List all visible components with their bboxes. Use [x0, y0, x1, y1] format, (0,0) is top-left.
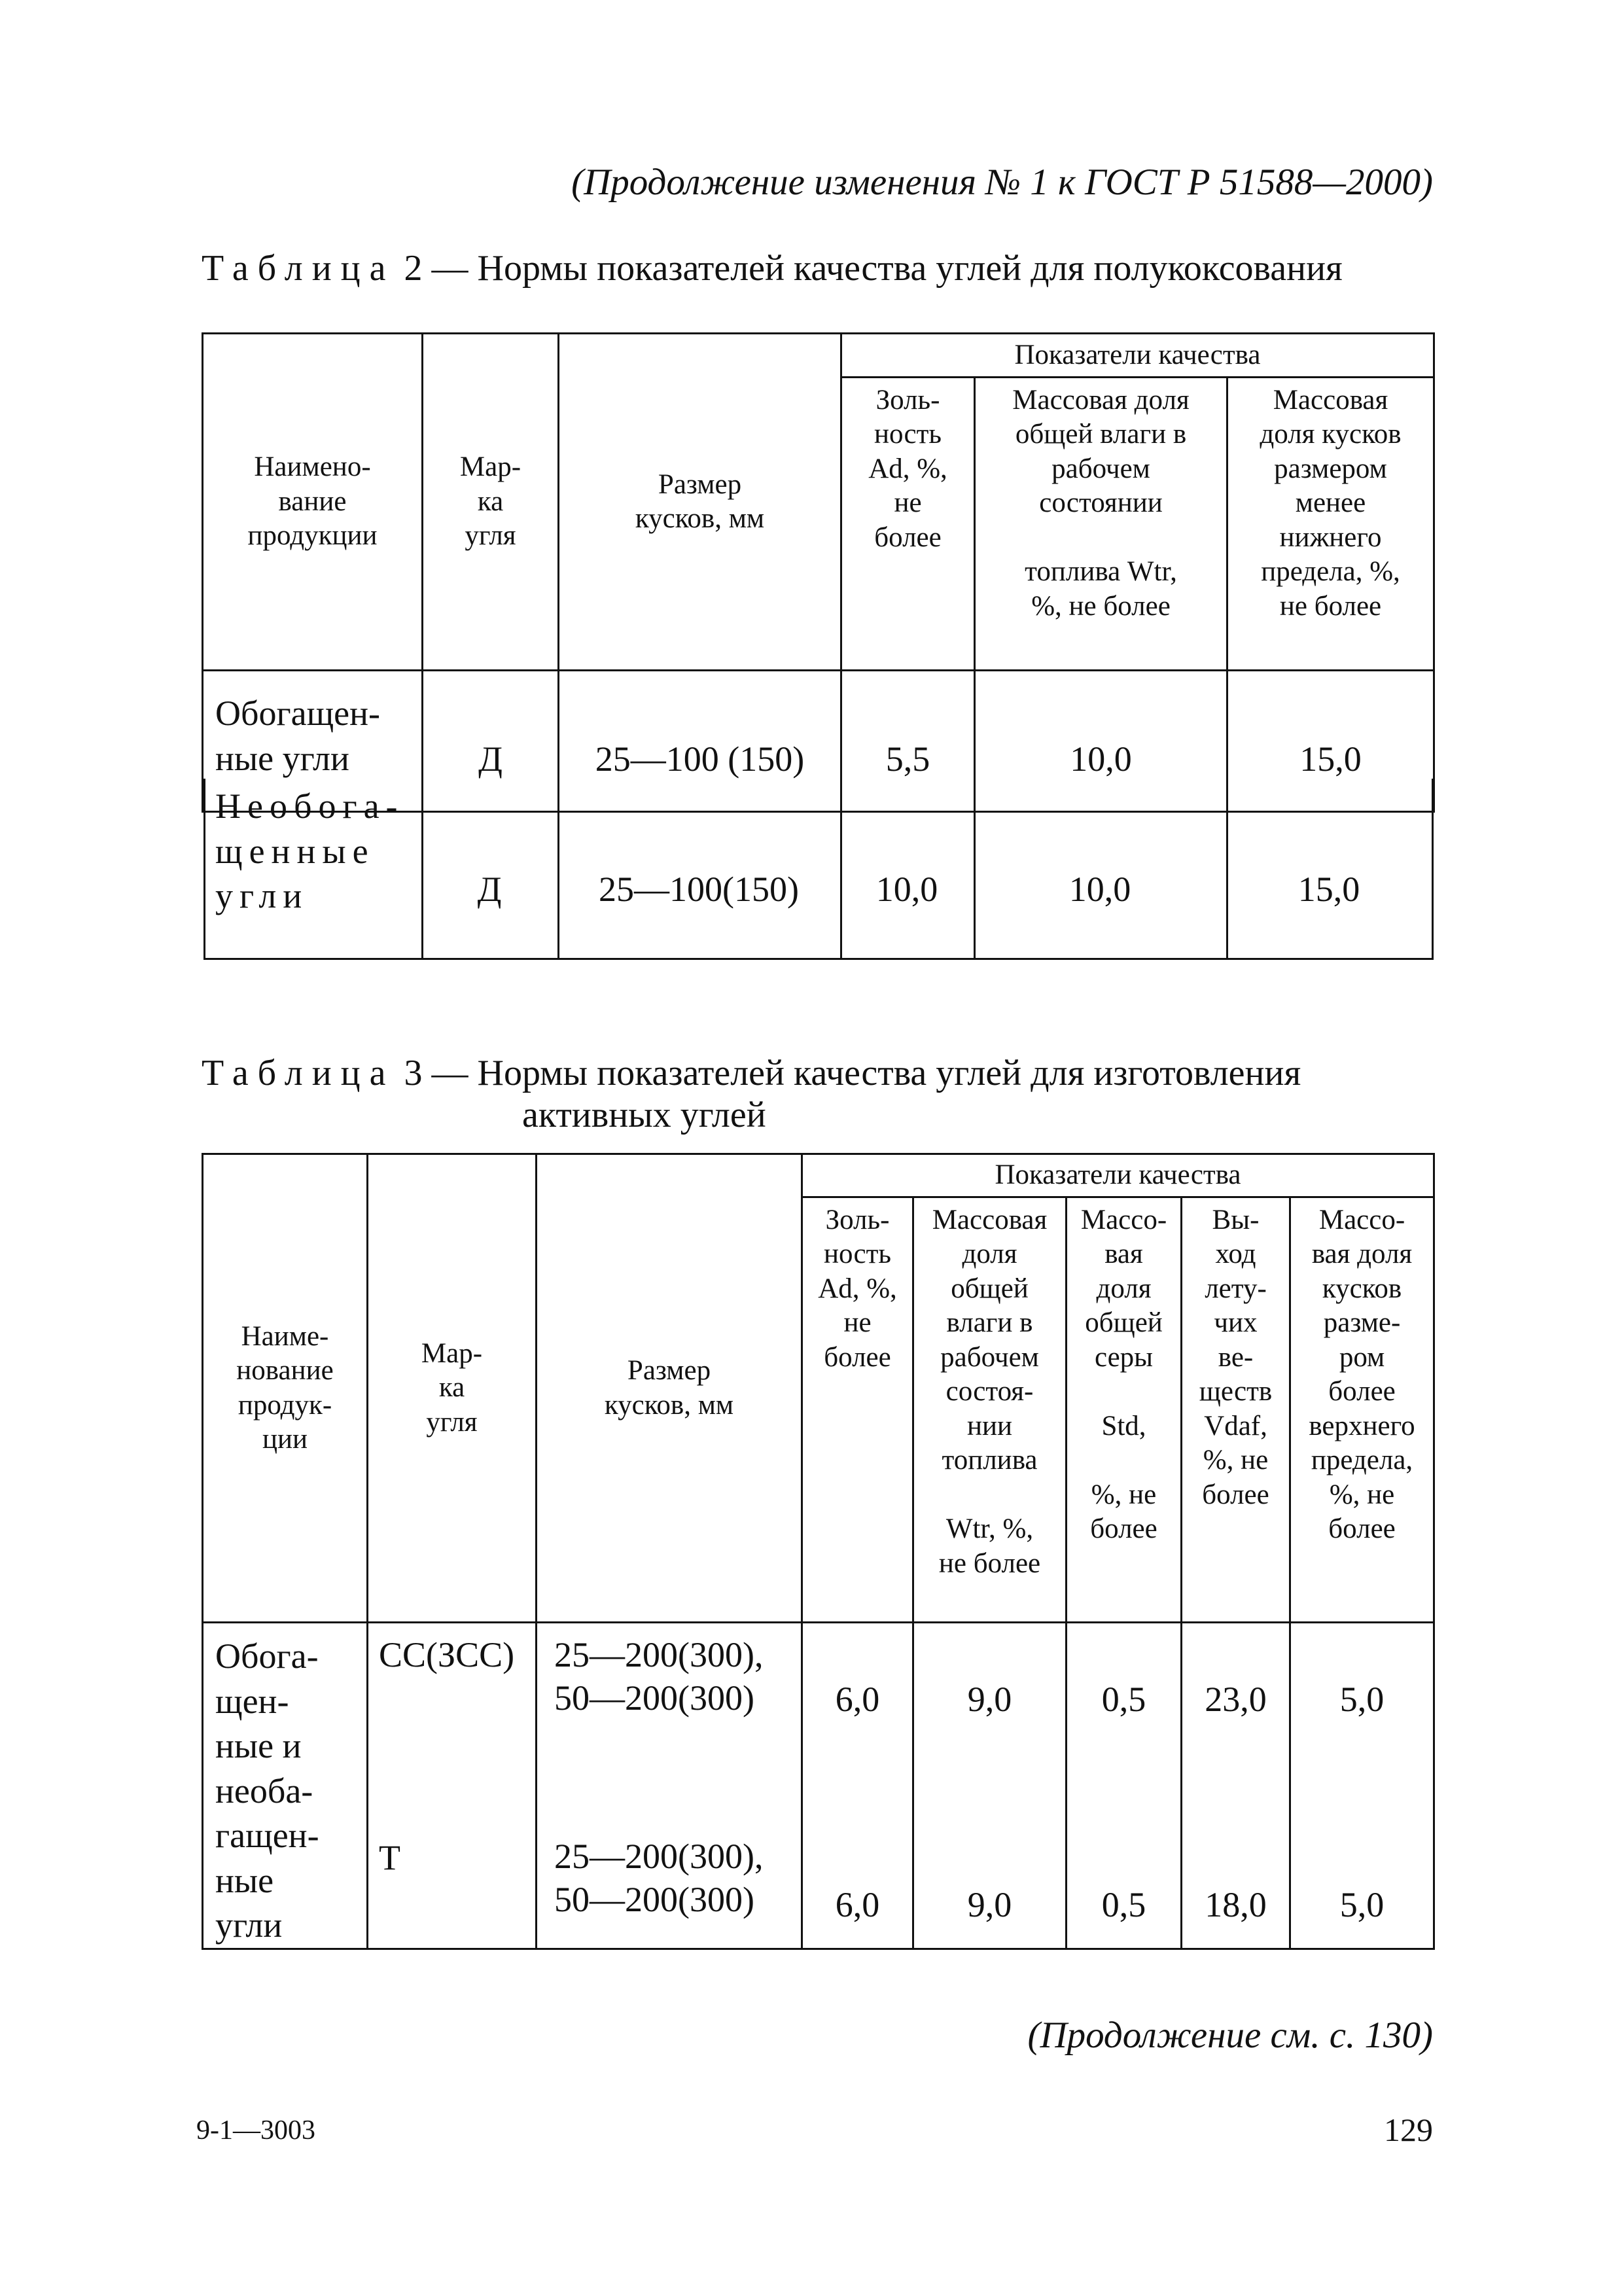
table3-row2-oversize: 5,0 [1339, 1884, 1385, 1924]
table2-row2-border-right [1432, 779, 1434, 959]
table3-ash-cell [802, 1623, 913, 1949]
table3-header-volatile: Вы- ход лету- чих ве- ществ Vdaf, %, не более [1182, 1197, 1290, 1623]
table3-moisture-spacer [914, 1722, 1065, 1884]
table3-size-cell [537, 1623, 802, 1949]
table2-row1-fines: 15,0 [1227, 671, 1434, 812]
table3-row2-grade: Т [379, 1837, 400, 1877]
table3-sulfur-cell [1067, 1623, 1182, 1949]
table2-row2-moisture: 10,0 [1068, 870, 1131, 909]
table2-row2-grade: Д [477, 870, 502, 909]
table2-header-fines: Массовая доля кусков размером менее нижнего предела, %, не более [1227, 378, 1434, 671]
table2-row2-size: 25—100(150) [599, 870, 799, 909]
table3-moisture-cell [913, 1623, 1067, 1949]
table3-row1-grade: СС(ЗСС) [379, 1635, 515, 1674]
page-number: 129 [1384, 2111, 1433, 2148]
table3-oversize-spacer [1291, 1722, 1433, 1884]
table3-header-oversize: Массо- вая доля кусков разме- ром более верхнего предела, %, не более [1290, 1197, 1434, 1623]
table3-grade-cell [368, 1623, 537, 1949]
table2-row1-moisture: 10,0 [975, 671, 1227, 812]
table3-row2-volatile: 18,0 [1205, 1884, 1267, 1924]
table2-row1-size: 25—100 (150) [559, 671, 841, 812]
table3-sulfur-spacer [1067, 1722, 1180, 1884]
table2-header-name: Наимено- вание продукции [203, 334, 423, 671]
table2-row1-ash: 5,5 [841, 671, 975, 812]
table3-volatile-cell [1182, 1623, 1290, 1949]
table3-caption-line2: активных углей [522, 1095, 766, 1135]
table2-row1-grade: Д [423, 671, 559, 812]
table2-header-ash: Золь- ность Ad, %, не более [841, 378, 975, 671]
table3-caption [202, 1052, 1301, 1094]
table2-row2-name: Необога- щенные угли [215, 786, 404, 916]
table3-row1-ash: 6,0 [835, 1680, 880, 1719]
table3-ash-spacer [803, 1722, 912, 1884]
table3-row2-size: 25—200(300), 50—200(300) [554, 1836, 764, 1919]
table2-row2-border-left [203, 779, 205, 959]
table3-row1-oversize: 5,0 [1339, 1680, 1385, 1719]
table3-row2-ash: 6,0 [835, 1884, 880, 1924]
table3-row1-size: 25—200(300), 50—200(300) [554, 1635, 764, 1718]
table3-volatile-spacer [1182, 1722, 1289, 1884]
table3-row1-sulfur: 0,5 [1101, 1680, 1146, 1719]
table3-header-moisture: Массовая доля общей влаги в рабочем состоя- нии топлива Wtr, %, не более [913, 1197, 1067, 1623]
table3-row1-moisture: 9,0 [967, 1680, 1012, 1719]
table2-header-moisture: Массовая доля общей влаги в рабочем состоянии топлива Wtr, %, не более [975, 378, 1227, 671]
table3-header-size: Размер кусков, мм [537, 1154, 802, 1623]
table2-header-size: Размер кусков, мм [559, 334, 841, 671]
table2-row1-name: Обогащен- ные угли [203, 671, 423, 812]
print-code: 9-1—3003 [196, 2115, 315, 2146]
table3-row2-sulfur: 0,5 [1101, 1884, 1146, 1924]
table3-oversize-cell [1290, 1623, 1434, 1949]
table3-header-name: Наиме- нование продук- ции [203, 1154, 368, 1623]
table3 [202, 1153, 1435, 1950]
table3-header-grade: Мар- ка угля [368, 1154, 537, 1623]
table2-caption [202, 247, 1343, 289]
table3-grade-spacer [379, 1677, 535, 1837]
table3-header-ash: Золь- ность Ad, %, не более [802, 1197, 913, 1623]
table2-header-group: Показатели качества [841, 334, 1434, 378]
table3-size-spacer [554, 1720, 801, 1835]
table2-bottom-border [203, 958, 1434, 960]
continuation-note: (Продолжение см. с. 130) [1027, 2015, 1433, 2056]
table3-product-name: Обога- щен- ные и необа- гащен- ные угли [203, 1623, 368, 1949]
table2-caption-text: 2 — Нормы показателей качества углей для полукоксования [404, 248, 1343, 289]
table3-row1-volatile: 23,0 [1205, 1680, 1267, 1719]
table2-header-grade: Мар- ка угля [423, 334, 559, 671]
table2-row2-fines: 15,0 [1297, 870, 1360, 909]
table3-caption-text: 3 — Нормы показателей качества углей для изготовления [404, 1053, 1301, 1093]
table3-caption-label: Таблица [202, 1053, 395, 1093]
page-header: (Продолжение изменения № 1 к ГОСТ Р 51588—2000) [571, 162, 1433, 203]
table3-row2-moisture: 9,0 [967, 1884, 1012, 1924]
table3-header-sulfur: Массо- вая доля общей серы Std, %, не более [1067, 1197, 1182, 1623]
table2 [202, 332, 1435, 813]
table2-row2-ash: 10,0 [875, 870, 938, 909]
table2-caption-label: Таблица [202, 248, 395, 289]
table3-header-group: Показатели качества [802, 1154, 1434, 1197]
